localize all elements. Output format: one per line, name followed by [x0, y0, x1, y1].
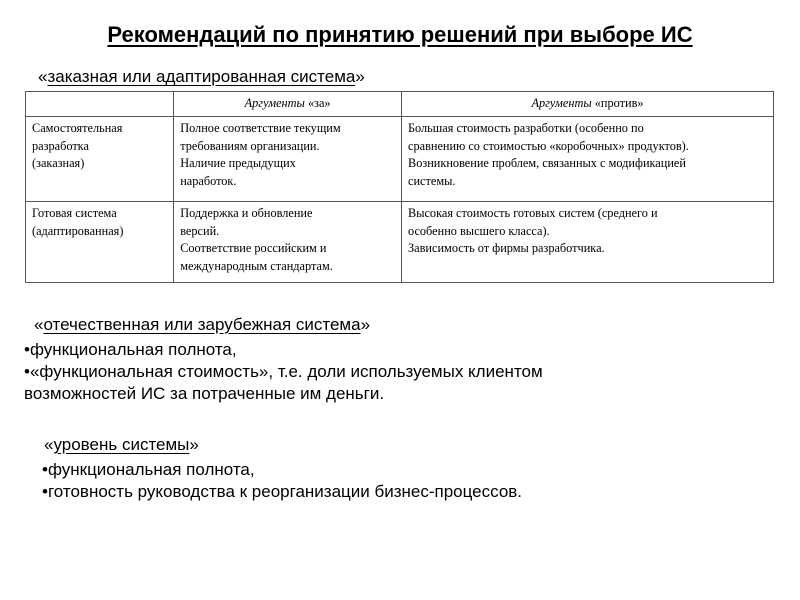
cell-line: требованиям организации.	[180, 138, 320, 153]
section-heading-text: уровень системы	[53, 435, 190, 454]
open-quote: «	[38, 67, 48, 86]
section-heading-text: заказная или адаптированная система	[47, 67, 356, 86]
header-pros-prefix: Аргументы	[244, 96, 305, 110]
pros-cell	[174, 116, 402, 201]
cell-line: Зависимость от фирмы разработчика.	[408, 241, 605, 256]
cell-line: сравнению со стоимостью «коробочных» продуктов).	[408, 138, 689, 153]
cell-line: Полное соответствие текущим	[180, 120, 341, 135]
cell-line: системы.	[408, 174, 456, 189]
section-heading-text: отечественная или зарубежная система	[43, 315, 361, 334]
cell-line: Готовая система	[32, 205, 117, 220]
table-row	[26, 201, 774, 282]
bullet-list-system-level	[42, 459, 522, 503]
cell-line: версий.	[180, 223, 220, 238]
section-heading-system-level	[44, 435, 199, 455]
cell-line: разработка	[32, 138, 89, 153]
row-label-cell	[26, 116, 174, 201]
cell-line: Самостоятельная	[32, 120, 123, 135]
table-header-row	[26, 92, 774, 117]
open-quote: «	[44, 435, 54, 454]
open-quote: «	[34, 315, 44, 334]
header-pros-suffix: «за»	[307, 96, 331, 110]
cons-cell	[402, 201, 774, 282]
table-row	[26, 116, 774, 201]
bullet-list-domestic-vs-foreign	[24, 339, 543, 405]
cell-line: особенно высшего класса).	[408, 223, 550, 238]
cell-line: международным стандартам.	[180, 259, 333, 274]
list-item: •функциональная полнота,	[42, 460, 255, 479]
list-item: возможностей ИС за потраченные им деньги.	[24, 384, 385, 403]
cons-cell	[402, 116, 774, 201]
cell-line: Поддержка и обновление	[180, 205, 313, 220]
pros-cell	[174, 201, 402, 282]
header-cons-suffix: «против»	[594, 96, 644, 110]
cell-line: Возникновение проблем, связанных с модификацией	[408, 156, 686, 171]
cell-line: Большая стоимость разработки (особенно по	[408, 120, 644, 135]
list-item: •«функциональная стоимость», т.е. доли используемых клиентом	[24, 362, 543, 381]
header-cell-cons	[402, 92, 774, 117]
header-cell-pros	[174, 92, 402, 117]
header-cons-prefix: Аргументы	[531, 96, 592, 110]
cell-line: наработок.	[180, 174, 237, 189]
row-label-cell	[26, 201, 174, 282]
page-title: Рекомендаций по принятию решений при выборе ИС	[107, 22, 693, 47]
list-item: •функциональная полнота,	[24, 340, 237, 359]
list-item: •готовность руководства к реорганизации бизнес-процессов.	[42, 482, 523, 501]
cell-line: (заказная)	[32, 156, 85, 171]
comparison-table	[25, 91, 774, 283]
cell-line: Наличие предыдущих	[180, 156, 296, 171]
cell-line: Высокая стоимость готовых систем (среднего и	[408, 205, 658, 220]
header-cell-empty	[26, 92, 174, 117]
section-heading-domestic-vs-foreign	[34, 315, 370, 335]
cell-line: (адаптированная)	[32, 223, 124, 238]
cell-line: Соответствие российским и	[180, 241, 327, 256]
close-quote: »	[189, 435, 199, 454]
close-quote: »	[355, 67, 365, 86]
close-quote: »	[360, 315, 371, 334]
section-heading-custom-vs-adapted	[38, 67, 365, 87]
